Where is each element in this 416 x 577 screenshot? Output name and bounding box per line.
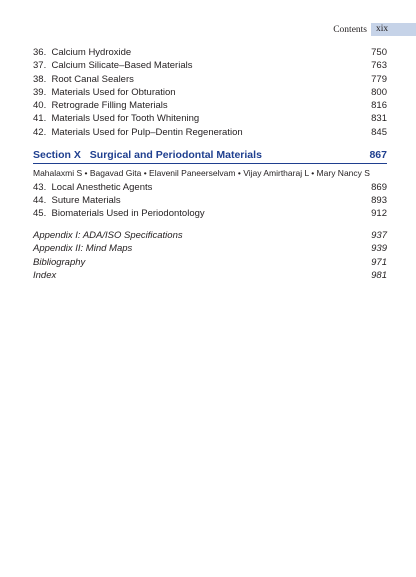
chapter-title: Local Anesthetic Agents xyxy=(51,182,153,193)
toc-entry xyxy=(33,194,387,207)
chapter-title: Calcium Hydroxide xyxy=(51,47,132,58)
section-heading xyxy=(33,147,387,164)
chapter-number: 42. xyxy=(33,127,47,138)
chapter-title: Suture Materials xyxy=(51,195,121,206)
page-number: xix xyxy=(371,23,416,36)
toc-entry xyxy=(33,99,387,112)
toc-entry xyxy=(33,126,387,139)
chapter-number: 37. xyxy=(33,60,47,71)
section-label: Section X xyxy=(33,149,81,161)
chapter-number: 41. xyxy=(33,113,47,124)
toc-entry xyxy=(33,46,387,59)
toc-entry xyxy=(33,86,387,99)
chapter-title: Materials Used for Pulp–Dentin Regeneration xyxy=(51,127,243,138)
chapter-page: 800 xyxy=(371,87,387,98)
backmatter-page: 971 xyxy=(371,257,387,268)
running-head-label: Contents xyxy=(333,24,367,35)
running-head xyxy=(333,23,416,36)
toc-entry xyxy=(33,207,387,220)
chapter-page: 763 xyxy=(371,60,387,71)
chapter-number: 38. xyxy=(33,74,47,85)
chapter-title: Biomaterials Used in Periodontology xyxy=(51,208,205,219)
toc-entry xyxy=(33,73,387,86)
chapter-page: 816 xyxy=(371,100,387,111)
chapter-title: Calcium Silicate–Based Materials xyxy=(51,60,193,71)
section-title: Surgical and Periodontal Materials xyxy=(89,149,262,161)
chapter-number: 43. xyxy=(33,182,47,193)
backmatter-title: Appendix II: Mind Maps xyxy=(33,243,133,254)
toc-entry xyxy=(33,269,387,282)
backmatter-page: 981 xyxy=(371,270,387,281)
toc-entry xyxy=(33,242,387,255)
backmatter-page: 939 xyxy=(371,243,387,254)
chapter-page: 845 xyxy=(371,127,387,138)
section-page: 867 xyxy=(369,149,387,161)
section-authors: Mahalaxmi S • Bagavad Gita • Elavenil Paneerselvam • Vijay Amirtharaj L • Mary Nancy S xyxy=(33,168,370,178)
chapter-number: 45. xyxy=(33,208,47,219)
chapter-page: 831 xyxy=(371,113,387,124)
chapter-title: Root Canal Sealers xyxy=(51,74,134,85)
toc-entry xyxy=(33,256,387,269)
chapter-page: 779 xyxy=(371,74,387,85)
backmatter-title: Appendix I: ADA/ISO Specifications xyxy=(33,230,183,241)
toc-entry xyxy=(33,229,387,242)
chapter-page: 869 xyxy=(371,182,387,193)
chapter-number: 40. xyxy=(33,100,47,111)
chapter-title: Retrograde Filling Materials xyxy=(51,100,168,111)
toc-entry xyxy=(33,59,387,72)
chapter-title: Materials Used for Tooth Whitening xyxy=(51,113,200,124)
chapter-page: 893 xyxy=(371,195,387,206)
chapter-title: Materials Used for Obturation xyxy=(51,87,176,98)
chapter-number: 36. xyxy=(33,47,47,58)
chapter-number: 44. xyxy=(33,195,47,206)
chapter-page: 750 xyxy=(371,47,387,58)
chapter-page: 912 xyxy=(371,208,387,219)
toc-entry xyxy=(33,181,387,194)
chapter-number: 39. xyxy=(33,87,47,98)
toc-entry xyxy=(33,112,387,125)
backmatter-page: 937 xyxy=(371,230,387,241)
backmatter-title: Index xyxy=(33,270,57,281)
backmatter-title: Bibliography xyxy=(33,257,86,268)
